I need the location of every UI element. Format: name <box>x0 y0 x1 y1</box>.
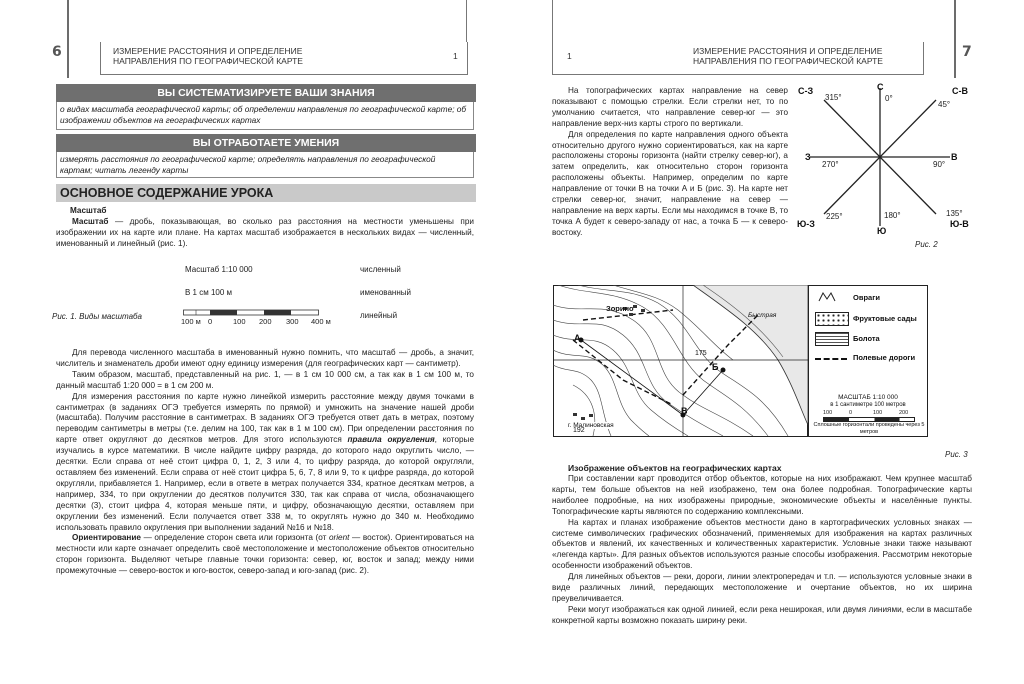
scale-def: — дробь, показывающая, во сколько раз расстояния на местности уменьшены при изображении их на карте или плане. На картах масштаб изображается в нескольких видах — численный, именованный и линейный (рис. 1). <box>56 217 474 248</box>
fig1-caption: Рис. 1. Виды масштаба <box>52 312 142 321</box>
right-header-num: 1 <box>567 51 572 61</box>
systematize-text: о видах масштаба географической карты; об определении направления по географической карте; об изображении объектов на географических картах <box>56 102 474 130</box>
map-scale-tick: 100 <box>873 410 883 416</box>
compass-deg-n: 0° <box>885 94 893 103</box>
left-para-1: Для перевода численного масштаба в именованный нужно помнить, что масштаб — дробь, а значит, числитель и знаменатель дроби имеют одну единицу измерения (для географических карт — сантиметр). <box>56 348 474 368</box>
left-para-4 <box>56 533 474 577</box>
skills-text: измерять расстояния по географической карте; определять направления по географической картам; читать легенду карты <box>56 152 474 178</box>
compass-se: Ю-В <box>950 219 969 229</box>
right-header <box>552 42 924 75</box>
compass-w: З <box>805 152 811 162</box>
map-contour-note: Сплошные горизонтали проведены через 5 метров <box>813 422 925 435</box>
ravine-symbol <box>817 291 847 303</box>
compass-deg-s: 180° <box>884 211 901 220</box>
scale-heading: Масштаб <box>70 206 107 215</box>
left-para-3b: , которые изучались в курсе математики. В числе найдите цифру разряда, до которого надо округлить число, — десятки. Если справа от неё стоит цифра 0, 1, 2, 3 или 4, то цифру разряда, до которой округляли, оставляем без изменений. Если справа от неё стоит цифра 5, 6, 7, 8 или 9, то к цифре разряда, до которой округляли, прибавляется 1. Например, если в ответе в метрах получается 334, кратное десяткам метров, а например, 334, то при округлении до десятков получится 330, так как справа от числа, обозначающего десятки (3), стоит цифра 4, которая меньше пяти, и цифру, обозначающую десятки, оставляем при округлении без изменений. Если получается ответ 338 м, то округлять нужно до 340 м. Необходимо использовать правило округления при выполнении заданий №16 и №18. <box>56 435 474 532</box>
fig1-numeric-label: численный <box>360 265 401 274</box>
rounding-rules: правила округления <box>347 435 435 445</box>
fig2-caption: Рис. 2 <box>915 240 938 249</box>
fig1-named-label: именованный <box>360 288 411 297</box>
map-height-1: 192 <box>573 427 585 434</box>
fig1-tick: 100 <box>233 317 246 326</box>
orient-term: Ориентирование <box>72 533 141 543</box>
compass-s: Ю <box>877 226 887 236</box>
map-height-2: 175 <box>695 350 707 357</box>
skills-title: ВЫ ОТРАБОТАЕТЕ УМЕНИЯ <box>56 134 476 152</box>
map-village1: Зорино <box>606 304 634 313</box>
fig1-named-value: В 1 см 100 м <box>185 288 233 297</box>
orient-a: — определение сторон света или горизонта (от <box>140 533 329 543</box>
map-point-v: В <box>681 406 688 416</box>
left-header-num: 1 <box>453 51 458 61</box>
left-header-title: ИЗМЕРЕНИЕ РАССТОЯНИЯ И ОПРЕДЕЛЕНИЕ НАПРАВЛЕНИЯ ПО ГЕОГРАФИЧЕСКОЙ КАРТЕ <box>113 46 303 66</box>
fig1-numeric-value: Масштаб 1:10 000 <box>185 265 253 274</box>
compass-deg-se: 135° <box>946 209 963 218</box>
page-number-left: 6 <box>52 44 62 60</box>
compass-deg-sw: 225° <box>826 212 843 221</box>
compass-deg-e: 90° <box>933 160 946 169</box>
compass-deg-w: 270° <box>822 160 839 169</box>
road-symbol <box>815 358 847 360</box>
map-village2: г. Малиновская <box>568 422 614 429</box>
left-para-3 <box>56 392 474 534</box>
legend-swamps: Болота <box>853 334 880 343</box>
right-para-1: На топографических картах направление на север показывают с помощью стрелки. Если стрелки нет, то по умолчанию считается, что направление север-юг — это направление верх-низ карты строго по вертикали. <box>552 86 788 128</box>
map-point-b: Б <box>712 362 719 372</box>
right-body-bottom <box>552 474 972 627</box>
map-point-a: А <box>574 333 581 343</box>
map-scale-tick: 0 <box>849 410 853 416</box>
left-body-text <box>56 348 474 577</box>
scale-definition <box>56 217 474 250</box>
left-frame-line <box>67 0 69 78</box>
fig1-tick: 0 <box>208 317 213 326</box>
compass-e: В <box>951 152 958 162</box>
right-para-5: Для линейных объектов — реки, дороги, линии электропередач и т.п. — используются условные знаки в виде различных линий, передающих местоположение и очертание объектов, но их ширина преувеличивается. <box>552 572 972 603</box>
orchard-symbol <box>815 312 849 326</box>
page-number-right: 7 <box>962 44 972 60</box>
fig1-linear-label: линейный <box>360 311 398 320</box>
left-frame-line-right <box>466 0 467 42</box>
map-river: Быстрая <box>748 312 777 319</box>
fig1-tick: 400 м <box>311 317 331 326</box>
map-scale-named: в 1 сантиметре 100 метров <box>830 402 906 408</box>
swamp-symbol <box>815 332 849 346</box>
right-para-6: Реки могут изображаться как одной линией, если река неширокая, или двумя линиями, если в масштабе конкретной карты возможно показать ширину реки. <box>552 604 972 625</box>
orient-italic: orient <box>328 533 350 543</box>
map-scale-tick: 200 <box>899 410 909 416</box>
compass-nw: С-З <box>798 86 814 96</box>
main-title: ОСНОВНОЕ СОДЕРЖАНИЕ УРОКА <box>56 184 476 202</box>
legend-orchards: Фруктовые сады <box>853 314 917 323</box>
section-title: Изображение объектов на географических картах <box>568 463 782 473</box>
left-para-2: Таким образом, масштаб, представленный на рис. 1, — в 1 см 10 000 см, а так как в 1 см 100 м, то данный масштаб 1:20 000 = в 1 см 200 м. <box>56 369 474 390</box>
map-scale-tick: 100 <box>823 410 833 416</box>
fig3-caption: Рис. 3 <box>945 450 968 459</box>
right-frame-line-left <box>552 0 553 42</box>
compass-deg-ne: 45° <box>938 100 951 109</box>
compass-ne: С-В <box>952 86 968 96</box>
legend-ravines: Овраги <box>853 293 880 302</box>
systematize-title: ВЫ СИСТЕМАТИЗИРУЕТЕ ВАШИ ЗНАНИЯ <box>56 84 476 102</box>
right-para-4: На картах и планах изображение объектов местности дано в картографических условных знаках — системе символических графических обозначений, применяемых для изображения на картах различных объектов и явлений, их качественных и количественных характеристик. Условные знаки также называют «легенда карты». Для разных объектов используются разные способы изображения. Рассмотрим некоторые особенности изображений объектов. <box>552 517 972 571</box>
scale-term: Масштаб <box>72 217 109 226</box>
compass-n: С <box>877 82 884 92</box>
right-frame-line <box>954 0 956 78</box>
legend-roads: Полевые дороги <box>853 353 916 362</box>
map-scale-title: МАСШТАБ 1:10 000 <box>838 394 898 401</box>
orient-b: — восток). Ориентироваться на местности или карте означает определить своё местоположение и местоположение объектов относительно сторон горизонта. Выделяют четыре главные точки горизонта: север, юг, восток и запад; между ними промежуточные — северо-восток и юго-восток, северо-запад и юго-запад (рис. 2). <box>56 533 474 576</box>
right-para-2: Для определения по карте направления одного объекта относительно другого нужно сориентироваться, как на карте расположены стороны горизонта (найти стрелку север-юг), а затем определить, как относительно сторон горизонта расположены объекты. Например, определим по карте направление от точки В на точки А и Б (рис. 3). На карте нет стрелки север-юг, значит, направление на север — направление на верх карты. Если мы находимся в точке В, то точка А будет к северо-западу от нас, а точка Б — к северо-востоку. <box>552 129 788 237</box>
left-para-3a: Для измерения расстояния по карте нужно линейкой измерить расстояние между двумя точками в сантиметрах (в заданиях ОГЭ требуется измерять по прямой) и умножить на значение нашей дроби (масштаба). Получим расстояние в сантиметрах. В заданиях ОГЭ требуется ответ дать в метрах, поэтому переводим сантиметры в метры (т.е. делим на 100, так как в 1 м 100 см). При определении расстояния по карте ответ округляют до десятков метров. Для этого используются <box>56 391 474 445</box>
compass-deg-nw: 315° <box>825 93 842 102</box>
linear-scale-bar <box>183 309 333 317</box>
map-legend <box>808 285 928 437</box>
linear-scale-ticks <box>181 317 341 327</box>
fig1-tick: 200 <box>259 317 272 326</box>
compass-sw: Ю-З <box>797 219 815 229</box>
left-header <box>100 42 468 75</box>
right-header-title: ИЗМЕРЕНИЕ РАССТОЯНИЯ И ОПРЕДЕЛЕНИЕ НАПРАВЛЕНИЯ ПО ГЕОГРАФИЧЕСКОЙ КАРТЕ <box>693 46 883 66</box>
right-para-3: При составлении карт проводится отбор объектов, которые на них изображают. Чем крупнее масштаб карты, тем больше объектов на ней изображено, тем она более подробная. Топографические карты наиболее подробные, на них изображены природные, экономические объекты и населённые пункты. Топографические карты являются по содержанию комплексными. <box>552 474 972 516</box>
fig1-tick: 100 м <box>181 317 201 326</box>
right-body-top <box>552 86 788 239</box>
fig1-tick: 300 <box>286 317 299 326</box>
